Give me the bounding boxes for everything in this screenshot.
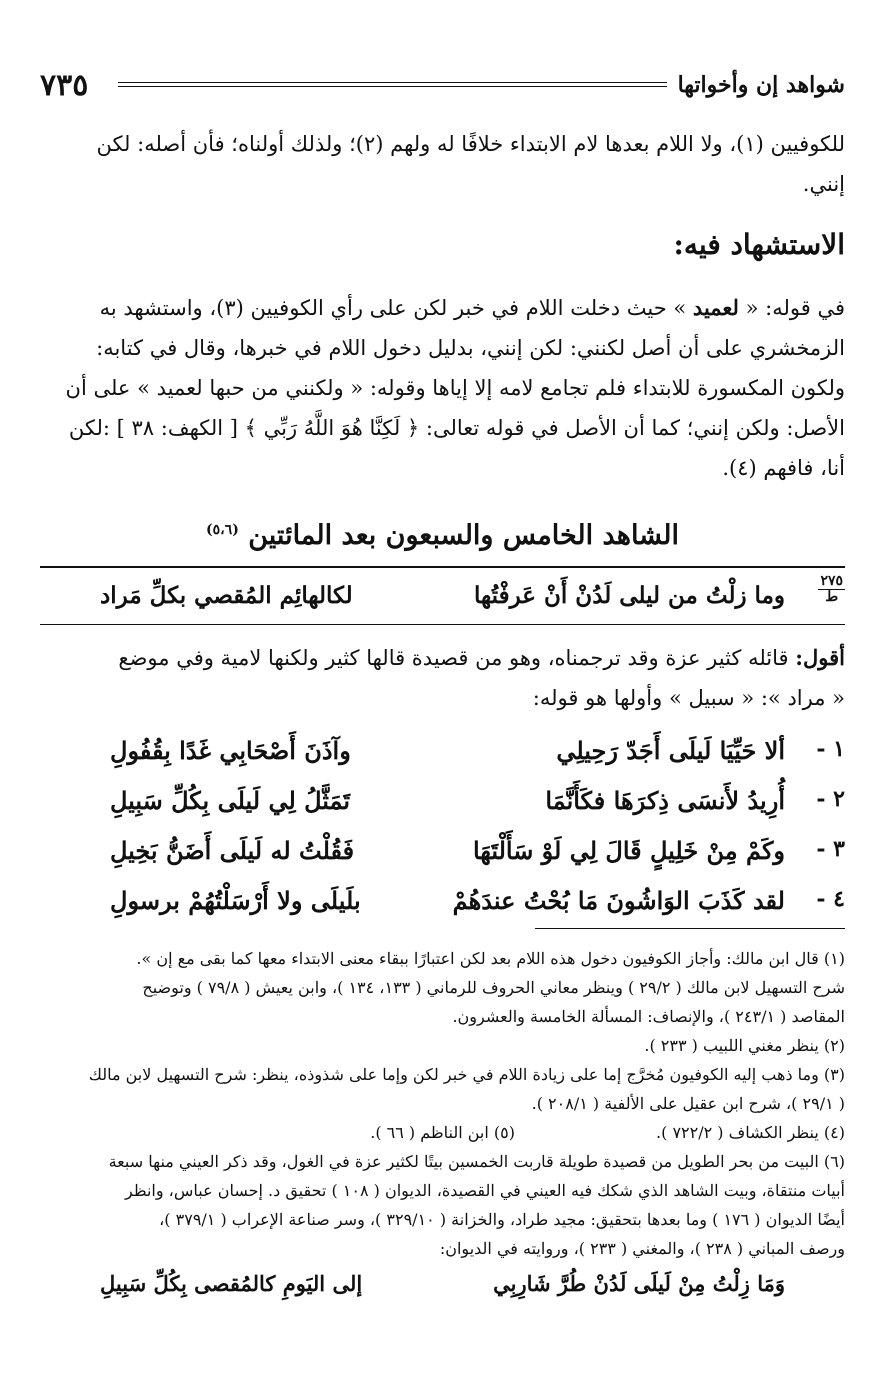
header-rule [118,82,667,87]
verse-top-rule [40,566,845,568]
poem-line-number: ٢ - [816,786,845,812]
shahid-title-ref: (٥،٦) [206,522,239,538]
footnote-rule [535,928,845,929]
poem-hemistich-2: تَمَثَّلُ لِي لَيلَى بِكُلِّ سَبِيلِ [110,786,351,815]
poem-line [40,830,845,880]
istishhad-line-3: ولكون المكسورة للابتداء فلم تجامع لامه إلا إياها وقوله: « ولكنني من حبها لعميد » على أن [65,376,845,400]
verse-hemistich-2: لكالهائِم المُقصي بكلِّ مَراد [100,582,353,609]
shahid-title-text: الشاهد الخامس والسبعون بعد المائتين [248,520,679,551]
running-header [40,70,845,104]
poem [40,730,845,930]
footnote-1-line-1: (١) قال ابن مالك: وأجاز الكوفيون دخول هذه اللام بعد لكن اعتبارًا ببقاء معنى الابتداء معها كما بقى مع إن ». [136,949,845,968]
footnote-2: (٢) ينظر مغني اللبيب ( ٢٣٣ ). [644,1036,845,1055]
keyword: لعميد [692,295,739,320]
diwan-hemistich-2: إلى اليَومِ كالمُقصى بِكُلِّ سَبِيلِ [100,1271,363,1296]
section-heading: الاستشهاد فيه: [673,228,845,261]
diwan-verse [40,1265,845,1305]
commentary-line-2: « مراد »: « سبيل » وأولها هو قوله: [532,686,845,710]
poem-hemistich-1: لقد كَذَبَ الوَاشُونَ مَا بُحْتُ عندَهُمْ [452,886,785,915]
verse-number-value: ٢٧٥ [820,573,843,589]
lead-text: في قوله: « [738,296,845,320]
footnote-6-line-3: أيضًا الديوان ( ١٧٦ ) وما بعدها بتحقيق: مجيد طراد، والخزانة ( ٣٢٩/١٠ )، وسر صناعة الإعراب ( ٣٧٩/١ )، [159,1210,845,1229]
line-1-rest: » حيث دخلت اللام في خبر لكن على رأي الكوفيين (٣)، واستشهد به [99,296,693,320]
commentary-label: أقول: [795,645,845,670]
intro-paragraph [40,124,845,204]
footnotes [40,944,845,1305]
running-title: شواهد إن وأخواتها [677,72,845,98]
istishhad-line-5: أنا، فافهم (٤). [722,456,845,480]
verse-number [818,574,845,605]
istishhad-line-1 [40,288,845,328]
poem-line [40,880,845,930]
poem-hemistich-2: فَقُلْتُ له لَيلَى أَضَنُّ بَخِيلِ [110,836,355,865]
poem-line-number: ٤ - [816,886,845,912]
poem-hemistich-2: بلَيلَى ولا أَرْسَلْتُهُمْ برسولِ [110,886,361,915]
commentary-paragraph [40,638,845,718]
footnote-5: (٥) ابن الناظم ( ٦٦ ). [370,1123,515,1142]
shahid-title [40,520,845,551]
shahid-verse [40,573,845,622]
footnote-6-line-4: ورصف المباني ( ٢٣٨ )، والمغني ( ٢٣٣ )، وروايته في الديوان: [439,1239,845,1258]
diwan-hemistich-1: وَمَا زِلْتُ مِنْ لَيلَى لَدُنْ طُرَّ شَارِبِي [493,1271,785,1296]
verse-bottom-rule [40,624,845,625]
footnote-6-line-1: (٦) البيت من بحر الطويل من قصيدة طويلة قاربت الخمسين بيتًا لكثير عزة في الغول، وقد ذكر العيني منها سبعة [108,1152,845,1171]
poem-line [40,730,845,780]
istishhad-paragraph [40,288,845,488]
footnote-3-line-1: (٣) وما ذهب إليه الكوفيون مُخرَّج إما على زيادة اللام في خبر لكن وإما على شذوذه، ينظر: شرح التسهيل لابن مالك [88,1065,845,1084]
meter-mark: ط [825,589,839,605]
poem-hemistich-1: أُرِيدُ لأَنسَى ذِكرَهَا فكَأَنَّمَا [545,786,785,815]
verse-hemistich-1: وما زلْتُ من ليلى لَدُنْ أَنْ عَرفْتُها [474,582,785,609]
footnote-6-line-2: أبيات منتقاة، وبيت الشاهد الذي شكك فيه العيني في القصيدة، الديوان ( ١٠٨ ) تحقيق د. إحسان عباس، وانظر [125,1181,845,1200]
commentary-line-1 [40,638,845,678]
poem-hemistich-2: وآذَنَ أَصْحَابِي غَدًا بِقُفُولِ [110,736,351,765]
intro-line-1: للكوفيين (١)، ولا اللام بعدها لام الابتداء خلافًا له ولهم (٢)؛ ولذلك أولناه؛ فأن أصله: لكن [96,132,845,156]
poem-line [40,780,845,830]
footnote-1-line-2: شرح التسهيل لابن مالك ( ٢٩/٢ ) وينظر معاني الحروف للرماني ( ١٣٣، ١٣٤ )، وابن يعيش ( ٧٩/٨ ) وتوضيح [142,978,845,997]
poem-hemistich-1: وكَمْ مِنْ خَلِيلٍ قَالَ لِي لَوْ سَأَلْتَهَا [472,836,785,865]
footnote-3-line-2: ( ٢٩/١ )، شرح ابن عقيل على الألفية ( ٢٠٨/١ ). [531,1094,845,1113]
commentary-text: قائله كثير عزة وقد ترجمناه، وهو من قصيدة قالها كثير ولكنها لامية وفي موضع [118,646,796,670]
poem-hemistich-1: ألا حَيِّيَا لَيلَى أَجَدّ رَحِيلِي [556,736,785,765]
poem-line-number: ١ - [816,736,845,762]
footnote-4: (٤) ينظر الكشاف ( ٧٢٢/٢ ). [656,1123,845,1142]
intro-line-2: إنني. [802,172,845,196]
poem-line-number: ٣ - [816,836,845,862]
footnote-4-5-row [40,1118,845,1147]
istishhad-line-2: الزمخشري على أن أصل لكنني: لكن إنني، بدليل دخول اللام في خبرها، وقال في كتابه: [96,336,845,360]
istishhad-line-4: الأصل: ولكن إنني؛ كما أن الأصل في قوله تعالى: ﴿ لَكِنَّا هُوَ اللَّهُ رَبِّي ﴾ [ الكهف: ٣٨ ] :لكن [68,416,845,440]
footnote-1-line-3: المقاصد ( ٢٤٣/١ )، والإنصاف: المسألة الخامسة والعشرون. [452,1007,845,1026]
page-number: ٧٣٥ [40,68,89,103]
